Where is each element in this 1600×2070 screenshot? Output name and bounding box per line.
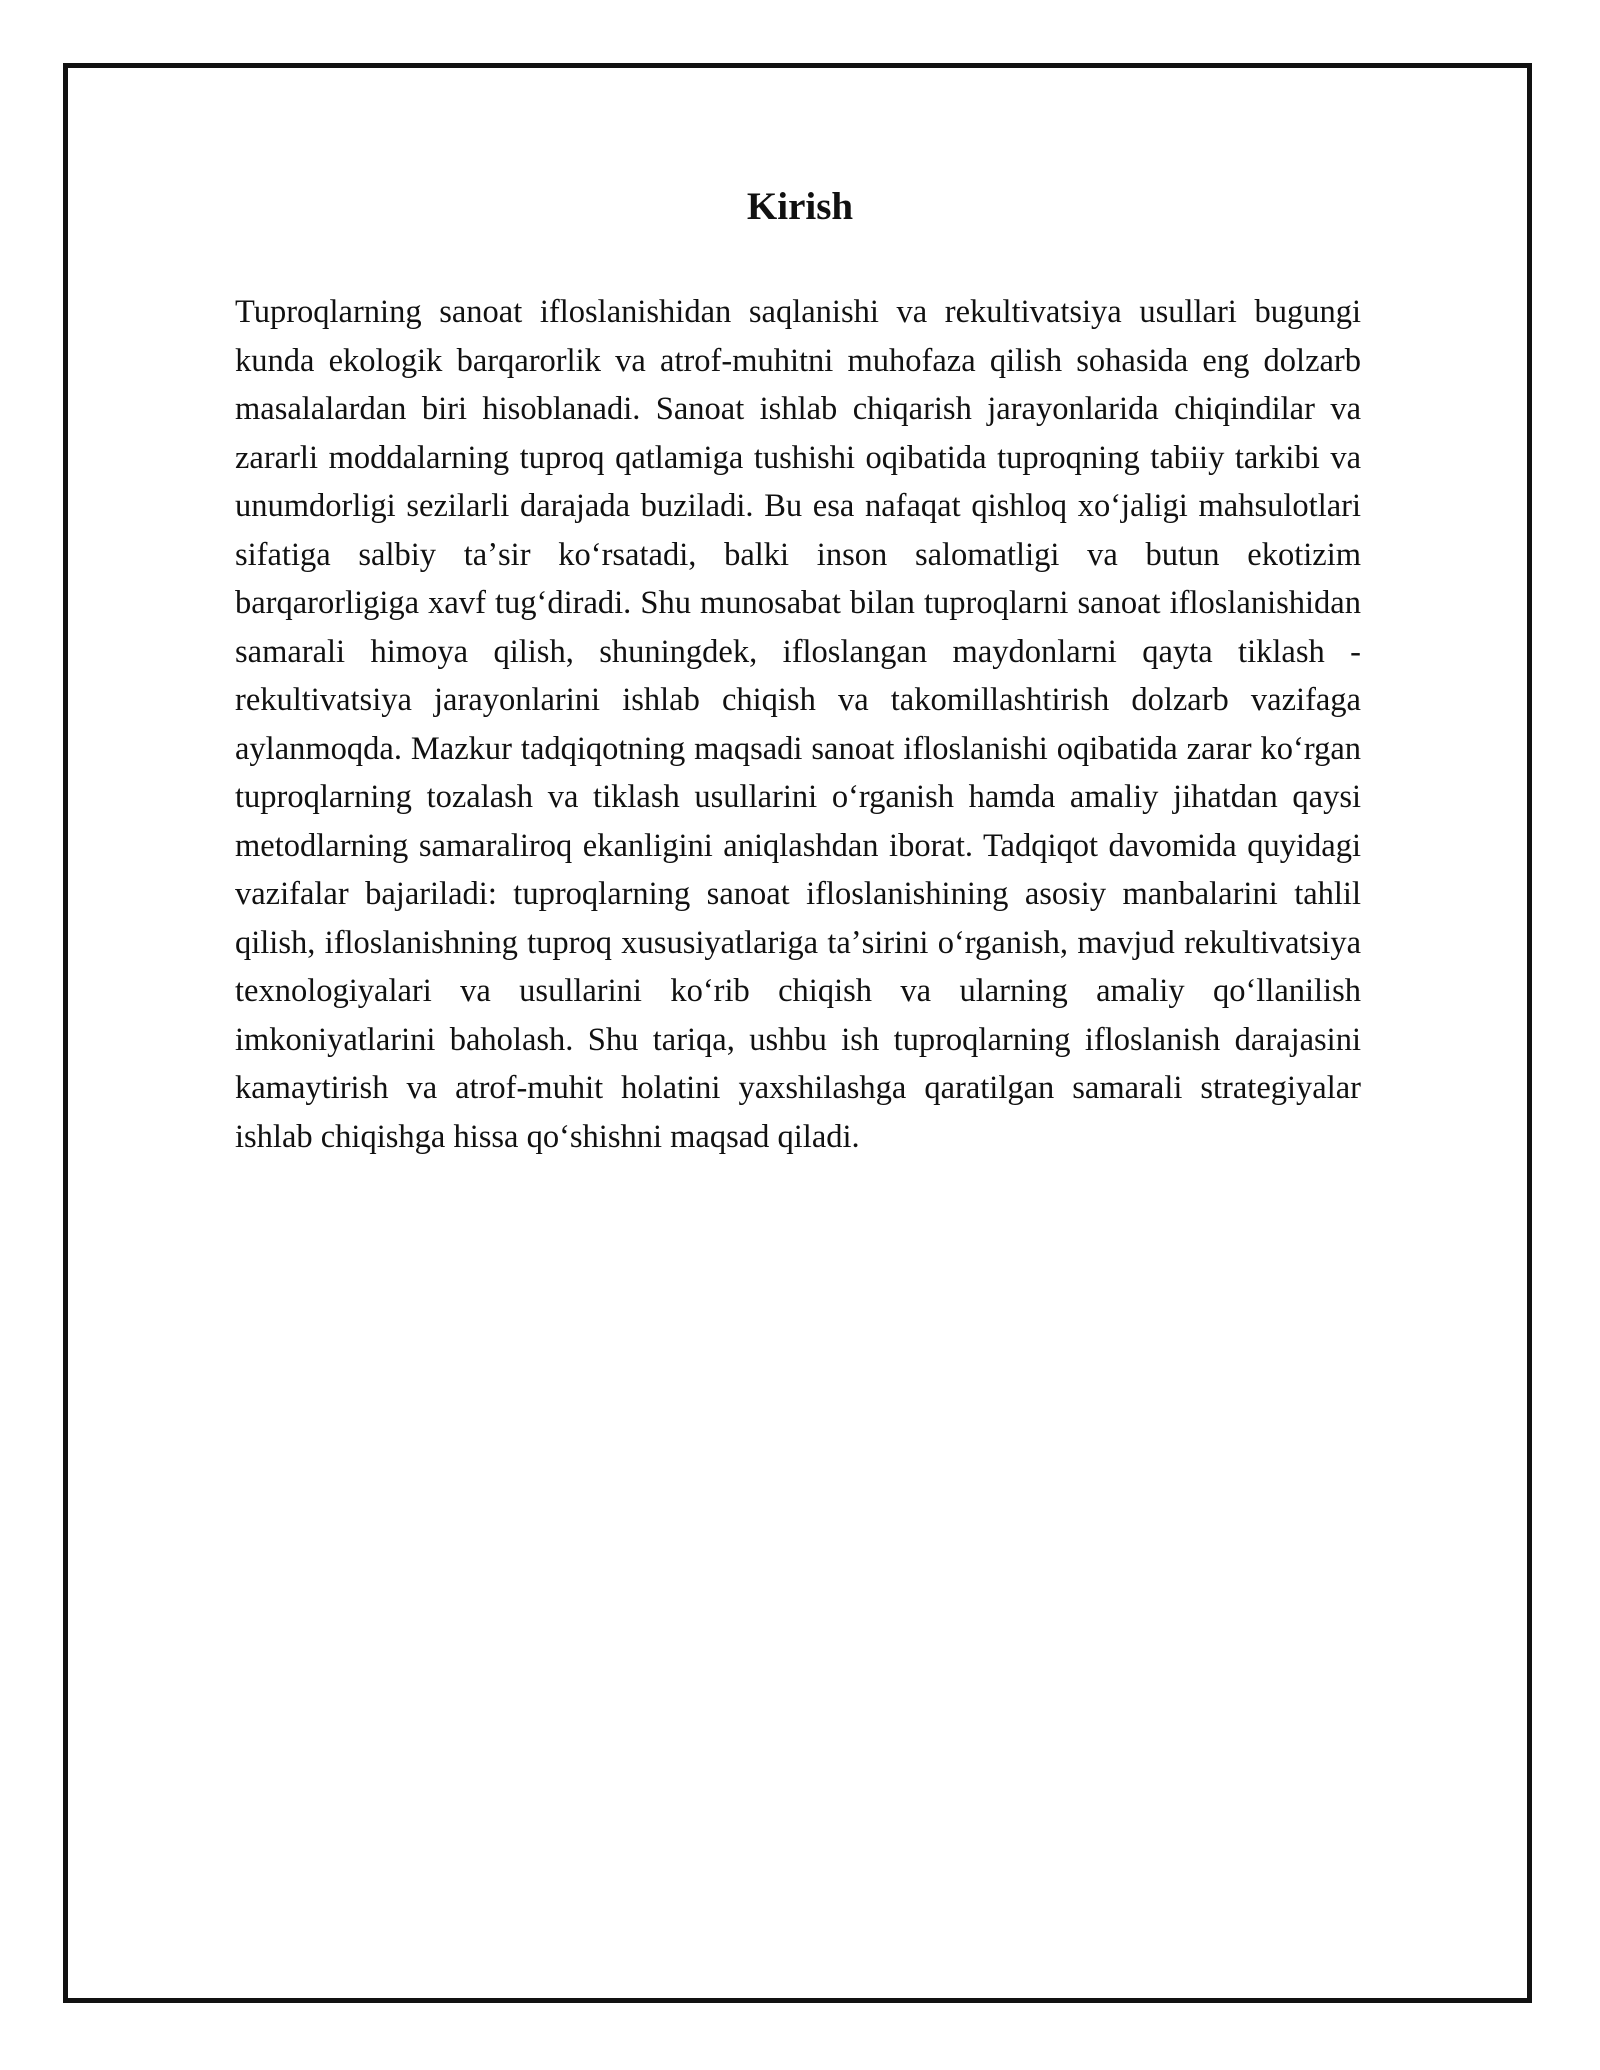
body-paragraph: Tuproqlarning sanoat ifloslanishidan saqlanishi va rekultivatsiya usullari bugungi kunda ekologik barqarorlik va atrof-muhitni muhofaza qilish sohasida eng dolzarb masalalardan biri hisoblanadi. Sanoat ishlab chiqarish jarayonlarida chiqindilar va zararli moddalarning tuproq qatlamiga tushishi oqibatida tuproqning tabiiy tarkibi va unumdorligi sezilarli darajada buziladi. Bu esa nafaqat qishloq xoʻjaligi mahsulotlari sifatiga salbiy taʼsir koʻrsatadi, balki inson salomatligi va butun ekotizim barqarorligiga xavf tugʻdiradi. Shu munosabat bilan tuproqlarni sanoat ifloslanishidan samarali himoya qilish, shuningdek, ifloslangan maydonlarni qayta tiklash - rekultivatsiya jarayonlarini ishlab chiqish va takomillashtirish dolzarb vazifaga aylanmoqda. Mazkur tadqiqotning maqsadi sanoat ifloslanishi oqibatida zarar koʻrgan tuproqlarning tozalash va tiklash usullarini oʻrganish hamda amaliy jihatdan qaysi metodlarning samaraliroq ekanligini aniqlashdan iborat. Tadqiqot davomida quyidagi vazifalar bajariladi: tuproqlarning sanoat ifloslanishining asosiy manbalarini tahlil qilish, ifloslanishning tuproq xususiyatlariga taʼsirini oʻrganish, mavjud rekultivatsiya texnologiyalari va usullarini koʻrib chiqish va ularning amaliy qoʻllanilish imkoniyatlarini baholash. Shu tariqa, ushbu ish tuproqlarning ifloslanish darajasini kamaytirish va atrof-muhit holatini yaxshilashga qaratilgan samarali strategiyalar ishlab chiqishga hissa qoʻshishni maqsad qiladi. [235, 294, 1361, 1155]
page-title: Kirish [746, 185, 854, 228]
